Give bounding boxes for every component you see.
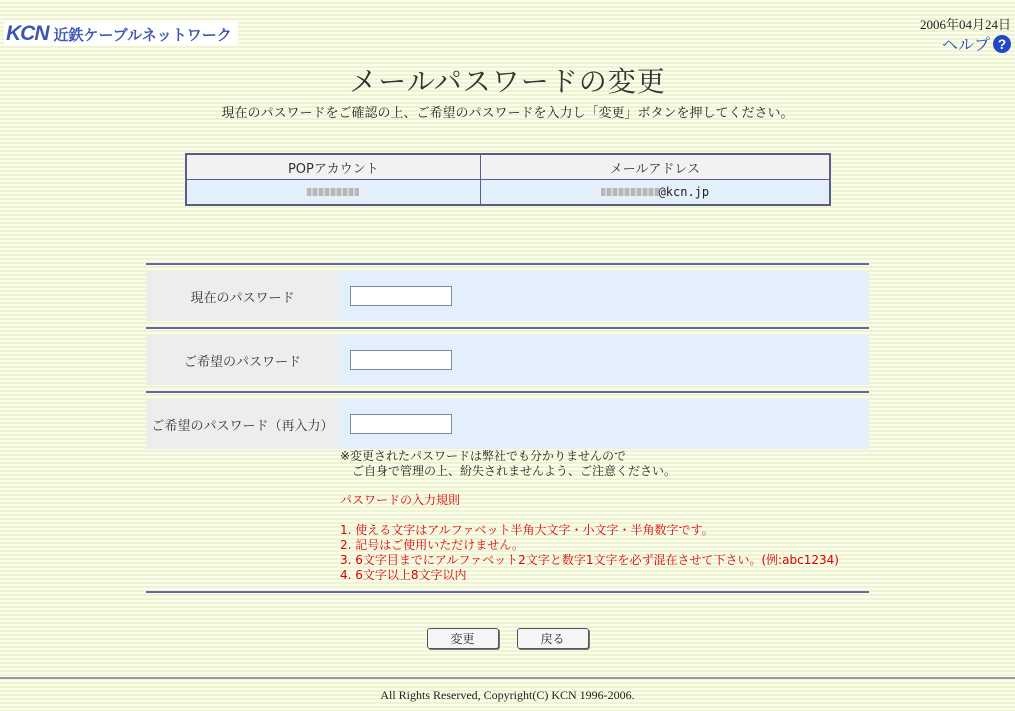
footer-divider	[0, 677, 1015, 679]
divider	[146, 591, 869, 593]
current-password-row	[146, 271, 869, 321]
divider	[146, 327, 869, 329]
confirm-password-cell	[339, 399, 869, 449]
new-password-input[interactable]	[350, 350, 452, 370]
email-address-value	[480, 180, 830, 206]
current-password-label: 現在のパスワード	[146, 271, 339, 321]
current-password-cell	[339, 271, 869, 321]
redacted-pop-account	[307, 188, 359, 196]
divider	[146, 391, 869, 393]
copyright-footer: All Rights Reserved, Copyright(C) KCN 1996-2006.	[380, 688, 635, 702]
email-domain: @kcn.jp	[658, 184, 710, 199]
password-rules-list	[340, 523, 869, 583]
redacted-email-user	[601, 188, 659, 196]
form-buttons	[0, 628, 1015, 649]
current-date: 2006年04月24日	[919, 17, 1011, 32]
rule-item: 3. 6文字目までにアルファベット2文字と数字1文字を必ず混在させて下さい。(例:abc1234)	[340, 553, 839, 567]
confirm-password-input[interactable]	[350, 414, 452, 434]
page-title: メールパスワードの変更	[349, 65, 666, 98]
note-line-1: ※変更されたパスワードは弊社でも分かりませんので	[340, 449, 627, 463]
help-link[interactable]	[942, 32, 1011, 55]
new-password-cell	[339, 335, 869, 385]
confirm-password-row	[146, 399, 869, 449]
confirm-password-label: ご希望のパスワード（再入力）	[146, 399, 339, 449]
logo-mark: KCN	[6, 22, 49, 45]
help-label: ヘルプ	[941, 35, 990, 54]
account-info-table	[185, 153, 831, 206]
kcn-logo[interactable]	[4, 22, 238, 46]
new-password-row	[146, 335, 869, 385]
pop-account-value	[186, 180, 480, 206]
password-form	[146, 263, 869, 593]
current-password-input[interactable]	[350, 286, 452, 306]
email-address-header: メールアドレス	[480, 154, 830, 180]
divider	[146, 263, 869, 265]
pop-account-header: POPアカウント	[186, 154, 480, 180]
rule-item: 2. 記号はご使用いただけません。	[340, 538, 524, 552]
logo-company-name: 近鉄ケーブルネットワーク	[53, 26, 232, 44]
rules-title: パスワードの入力規則	[340, 493, 461, 507]
note-line-2: ご自身で管理の上、紛失されませんよう、ご注意ください。	[352, 464, 677, 478]
back-button[interactable]: 戻る	[517, 628, 589, 649]
rule-item: 1. 使える文字はアルファベット半角大文字・小文字・半角数字です。	[340, 523, 714, 537]
rule-item: 4. 6文字以上8文字以内	[340, 568, 467, 582]
page-instructions: 現在のパスワードをご確認の上、ご希望のパスワードを入力し「変更」ボタンを押してください。	[221, 106, 794, 121]
question-icon: ?	[993, 35, 1011, 53]
submit-change-button[interactable]: 変更	[427, 628, 499, 649]
new-password-label: ご希望のパスワード	[146, 335, 339, 385]
password-notes	[146, 449, 869, 591]
